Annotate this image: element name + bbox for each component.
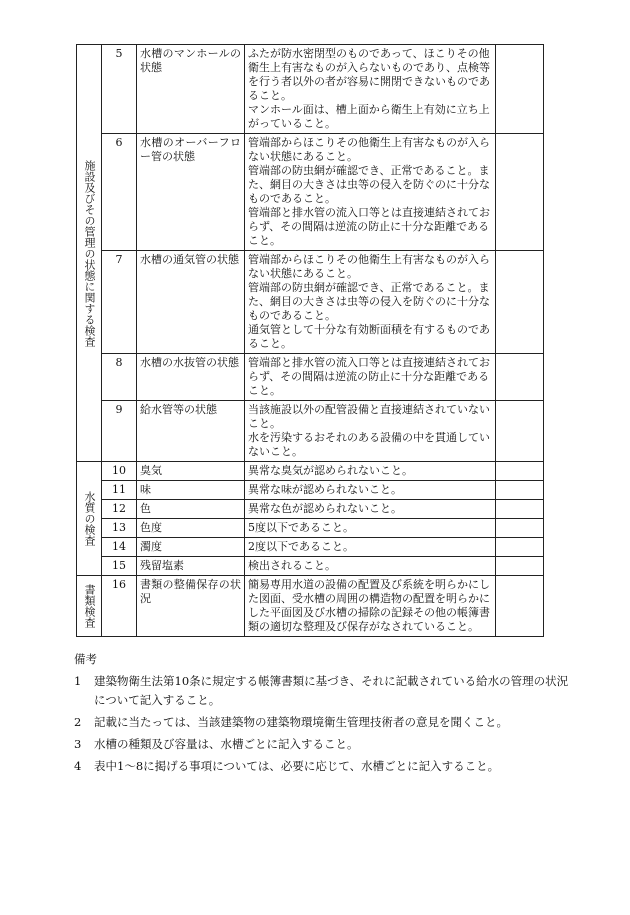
result-cell (496, 481, 544, 500)
table-row (77, 354, 544, 401)
criteria-cell (245, 251, 496, 354)
remarks-section (74, 650, 574, 779)
table-row (77, 401, 544, 462)
table-row (77, 481, 544, 500)
criteria-text: 簡易専用水道の設備の配置及び系統を明らかにした図面、受水槽の周囲の構造物の配置を明らかにした平面図及び水槽の掃除の記録その他の帳簿書類の適切な整理及び保存がなされていること。 (248, 578, 490, 633)
criteria-cell (245, 45, 496, 134)
remark-number: 4 (74, 759, 82, 773)
remark-number: 1 (74, 674, 82, 688)
result-cell (496, 134, 544, 251)
criteria-text: ふたが防水密閉型のものであって、ほこりその他衛生上有害なものが入らないものであり、点検等を行う者以外の者が容易に開閉できないものであること。 (248, 47, 490, 102)
result-cell (496, 45, 544, 134)
item-number: 13 (102, 519, 137, 538)
inspection-item: 水槽のマンホールの状態 (137, 45, 245, 134)
item-number: 6 (102, 134, 137, 251)
remark-item (74, 713, 574, 732)
result-cell (496, 538, 544, 557)
remarks-list (74, 672, 574, 776)
table-row (77, 538, 544, 557)
remark-item (74, 757, 574, 776)
inspection-item: 水槽のオーバーフロー管の状態 (137, 134, 245, 251)
remark-number: 3 (74, 737, 82, 751)
criteria-cell (245, 576, 496, 637)
result-cell (496, 462, 544, 481)
inspection-table (76, 44, 544, 637)
table-row (77, 251, 544, 354)
remarks-heading: 備考 (74, 652, 97, 666)
item-number: 8 (102, 354, 137, 401)
criteria-cell (245, 481, 496, 500)
item-number: 11 (102, 481, 137, 500)
inspection-item: 書類の整備保存の状況 (137, 576, 245, 637)
inspection-item: 残留塩素 (137, 557, 245, 576)
criteria-text: 2度以下であること。 (248, 540, 354, 553)
remark-item (74, 672, 574, 710)
criteria-text: 異常な色が認められないこと。 (248, 502, 402, 515)
inspection-item: 色度 (137, 519, 245, 538)
result-cell (496, 519, 544, 538)
criteria-cell (245, 462, 496, 481)
inspection-item: 給水管等の状態 (137, 401, 245, 462)
inspection-item: 味 (137, 481, 245, 500)
inspection-item: 臭気 (137, 462, 245, 481)
criteria-text: 管端部からほこりその他衛生上有害なものが入らない状態にあること。 (248, 136, 490, 163)
remark-text: 記載に当たっては、当該建築物の建築物環境衛生管理技術者の意見を聞くこと。 (94, 715, 508, 729)
criteria-text: マンホール面は、槽上面から衛生上有効に立ち上がっていること。 (248, 103, 490, 130)
remark-item (74, 735, 574, 754)
result-cell (496, 576, 544, 637)
result-cell (496, 500, 544, 519)
item-number: 15 (102, 557, 137, 576)
inspection-item: 水槽の水抜管の状態 (137, 354, 245, 401)
criteria-text: 5度以下であること。 (248, 521, 354, 534)
inspection-item: 色 (137, 500, 245, 519)
criteria-cell (245, 557, 496, 576)
category-label: 書類検査 (83, 584, 96, 628)
criteria-cell (245, 134, 496, 251)
criteria-text: 通気管として十分な有効断面積を有するものであること。 (248, 323, 490, 350)
inspection-item: 濁度 (137, 538, 245, 557)
criteria-text: 管端部の防虫網が確認でき、正常であること。また、網目の大きさは虫等の侵入を防ぐのに十分なものであること。 (248, 281, 490, 322)
criteria-cell (245, 519, 496, 538)
table-row (77, 462, 544, 481)
table-row (77, 134, 544, 251)
result-cell (496, 354, 544, 401)
table-row (77, 576, 544, 637)
table-row (77, 519, 544, 538)
item-number: 10 (102, 462, 137, 481)
result-cell (496, 557, 544, 576)
category-label: 施設及びその管理の状態に関する検査 (83, 159, 96, 347)
result-cell (496, 401, 544, 462)
criteria-text: 管端部の防虫網が確認でき、正常であること。また、網目の大きさは虫等の侵入を防ぐのに十分なものであること。 (248, 164, 490, 205)
item-number: 7 (102, 251, 137, 354)
criteria-cell (245, 538, 496, 557)
remark-text: 建築物衛生法第10条に規定する帳簿書類に基づき、それに記載されている給水の管理の状況について記入すること。 (94, 674, 569, 707)
item-number: 5 (102, 45, 137, 134)
result-cell (496, 251, 544, 354)
criteria-text: 水を汚染するおそれのある設備の中を貫通していないこと。 (248, 431, 490, 458)
item-number: 9 (102, 401, 137, 462)
table-row (77, 557, 544, 576)
remark-text: 表中1～8に掲げる事項については、必要に応じて、水槽ごとに記入すること。 (94, 759, 500, 773)
criteria-text: 当該施設以外の配管設備と直接連結されていないこと。 (248, 403, 490, 430)
table-row (77, 45, 544, 134)
criteria-text: 管端部と排水管の流入口等とは直接連結されておらず、その間隔は逆流の防止に十分な距離であること。 (248, 356, 490, 397)
remark-number: 2 (74, 715, 82, 729)
item-number: 14 (102, 538, 137, 557)
criteria-cell (245, 354, 496, 401)
category-cell (77, 462, 102, 576)
criteria-text: 異常な臭気が認められないこと。 (248, 464, 413, 477)
remark-text: 水槽の種類及び容量は、水槽ごとに記入すること。 (94, 737, 359, 751)
criteria-cell (245, 500, 496, 519)
criteria-cell (245, 401, 496, 462)
inspection-item: 水槽の通気管の状態 (137, 251, 245, 354)
criteria-text: 検出されること。 (248, 559, 336, 572)
category-cell (77, 576, 102, 637)
item-number: 16 (102, 576, 137, 637)
category-label: 水質の検査 (83, 491, 96, 546)
criteria-text: 異常な味が認められないこと。 (248, 483, 402, 496)
item-number: 12 (102, 500, 137, 519)
criteria-text: 管端部と排水管の流入口等とは直接連結されておらず、その間隔は逆流の防止に十分な距離であること。 (248, 206, 490, 247)
table-row (77, 500, 544, 519)
category-cell (77, 45, 102, 462)
criteria-text: 管端部からほこりその他衛生上有害なものが入らない状態にあること。 (248, 253, 490, 280)
